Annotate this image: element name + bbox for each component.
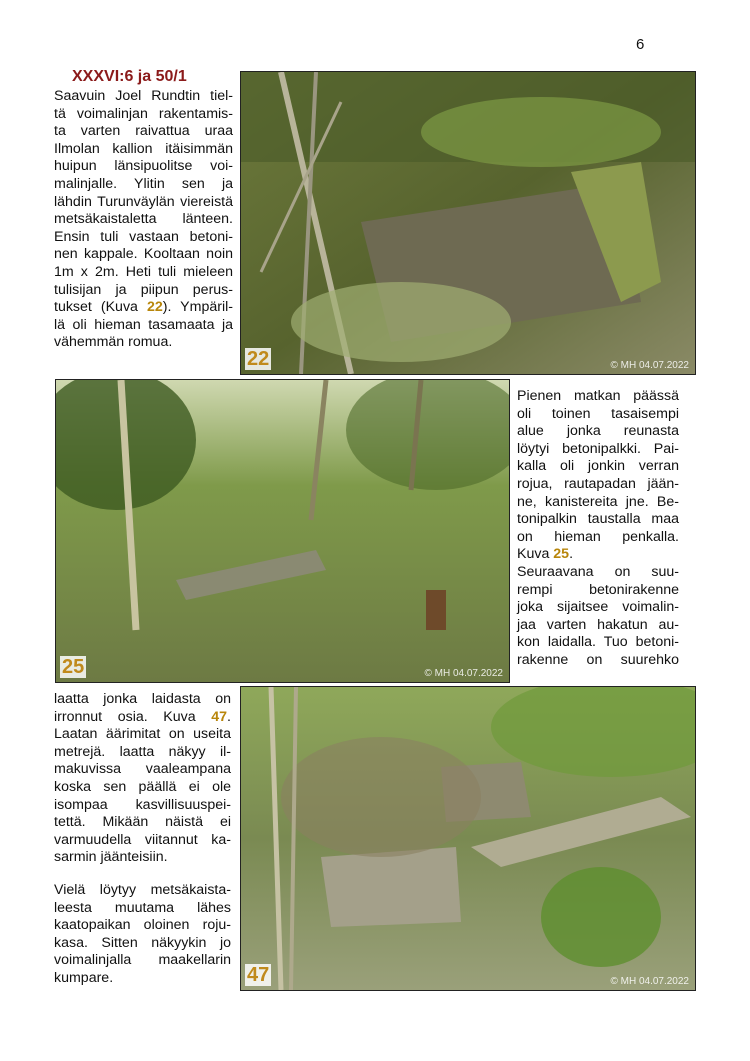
- photo-number-22: 22: [247, 348, 270, 370]
- paragraph-closing: [54, 882, 231, 988]
- text-line: vähemmän romua.: [54, 334, 173, 351]
- text-line: alue jonka reunasta: [517, 423, 679, 440]
- text-line: kalla oli jonkin verran: [517, 458, 679, 475]
- photo-22-image: [241, 72, 695, 374]
- photo-copyright: © MH 04.07.2022: [610, 360, 689, 371]
- text-segment: .: [227, 708, 231, 725]
- page-number: 6: [636, 36, 645, 53]
- section-heading: XXXVI:6 ja 50/1: [72, 68, 187, 85]
- text-segment: tukset (Kuva: [54, 299, 147, 316]
- text-line: [54, 299, 233, 317]
- text-line: Seuraavana on suu-: [517, 563, 679, 580]
- text-line: jaa varten hakatun au-: [517, 616, 679, 633]
- paragraph-intro: [54, 88, 233, 352]
- photo-47: [240, 686, 696, 991]
- paragraph-concrete-beam: [517, 388, 679, 670]
- text-line: oli toinen tasaisempi: [517, 405, 679, 422]
- photo-47-image: [241, 687, 695, 990]
- text-segment: ). Ympäril-: [162, 299, 233, 316]
- text-line: Vielä löytyy metsäkaista-: [54, 882, 231, 898]
- photo-22: [240, 71, 696, 375]
- text-line: metsäkaistaletta länteen.: [54, 211, 233, 228]
- text-segment: .: [569, 546, 574, 563]
- figure-ref-25: 25: [553, 546, 570, 563]
- text-line: huipun länsipuolitse voi-: [54, 158, 233, 175]
- text-line: ne, kanistereita jne. Be-: [517, 493, 679, 510]
- text-line: kaatopaikan oloinen roju-: [54, 917, 231, 934]
- text-segment: Kuva: [517, 546, 554, 563]
- text-line: on hieman penkalla.: [517, 528, 679, 545]
- text-line: [54, 709, 231, 727]
- text-line: Saavuin Joel Rundtin tiel-: [54, 88, 233, 104]
- text-line: lä oli hieman tasamaata ja: [54, 316, 233, 333]
- text-line: 1m x 2m. Heti tuli mieleen: [54, 263, 233, 280]
- text-line: Pienen matkan päässä: [517, 388, 679, 404]
- text-line: leesta muutama lähes: [54, 899, 231, 916]
- text-line: rempi betonirakenne: [517, 581, 679, 598]
- text-line: varmuudella viitannut ka-: [54, 831, 231, 848]
- text-line: metrejä. laatta näkyy il-: [54, 743, 231, 760]
- text-line: isompaa kasvillisuuspei-: [54, 796, 231, 813]
- text-line: Ensin tuli vastaan betoni-: [54, 228, 233, 245]
- text-line: joka sijaitsee voimalin-: [517, 599, 679, 616]
- text-line: sarmin jäänteisiin.: [54, 849, 168, 866]
- photo-25-image: [56, 380, 509, 682]
- text-line: rojua, rautapadan jään-: [517, 475, 679, 492]
- paragraph-slab: [54, 691, 231, 867]
- text-line: löytyi betonipalkki. Pai-: [517, 440, 679, 457]
- text-line: tonipalkin taustalla maa: [517, 511, 679, 528]
- photo-25: [55, 379, 510, 683]
- text-line: Ilmolan kallion itäisimmän: [54, 140, 233, 157]
- text-line: rakenne on suurehko: [517, 651, 679, 668]
- text-line: malinjalle. Ylitin sen ja: [54, 175, 233, 192]
- photo-number-47: 47: [247, 964, 270, 986]
- text-line: kumpare.: [54, 969, 114, 986]
- text-line: laatta jonka laidasta on: [54, 691, 231, 707]
- text-line: lähdin Turunväylän viereistä: [54, 193, 233, 210]
- text-line: nen kappale. Kooltaan noin: [54, 246, 233, 263]
- figure-ref-47: 47: [211, 708, 228, 725]
- text-line: tulisijan ja piipun perus-: [54, 281, 233, 298]
- text-line: tä voimalinjan rakentamis-: [54, 105, 233, 122]
- text-line: kon laidalla. Tuo betoni-: [517, 634, 679, 651]
- text-line: makuvissa vaaleampana: [54, 761, 231, 778]
- text-line: voimalinjalla maakellarin: [54, 952, 231, 969]
- photo-copyright: © MH 04.07.2022: [424, 668, 503, 679]
- photo-copyright: © MH 04.07.2022: [610, 976, 689, 987]
- text-line: ta varten raivattua uraa: [54, 123, 233, 140]
- text-line: Laatan äärimitat on useita: [54, 726, 231, 743]
- text-line: koska sen päällä ei ole: [54, 778, 231, 795]
- text-line: kasa. Sitten näkyykin jo: [54, 934, 231, 951]
- text-line: tettä. Mikään näistä ei: [54, 814, 231, 831]
- text-segment: irronnut osia. Kuva: [54, 708, 212, 725]
- figure-ref-22: 22: [146, 299, 163, 316]
- text-line: [517, 546, 679, 564]
- photo-number-25: 25: [62, 656, 85, 678]
